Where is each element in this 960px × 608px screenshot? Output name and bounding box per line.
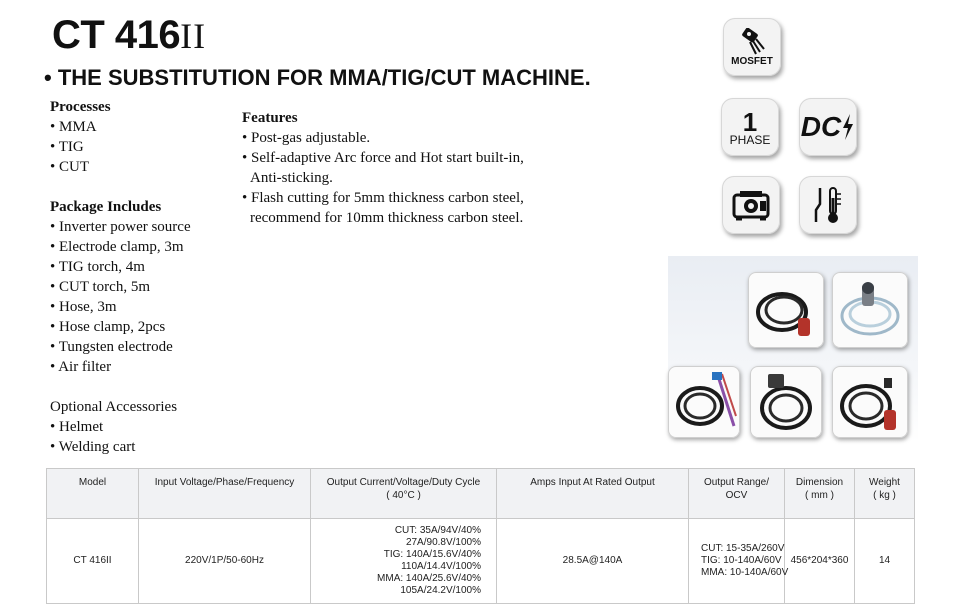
list-item: • Welding cart: [50, 439, 136, 455]
list-item: • Inverter power source: [50, 219, 191, 235]
processes-section: [50, 97, 111, 177]
column-header-input: Input Voltage/Phase/Frequency: [139, 469, 311, 519]
product-subtitle: • THE SUBSTITUTION FOR MMA/TIG/CUT MACHINE.: [44, 65, 591, 90]
dc-badge: [799, 98, 857, 156]
product-title: [52, 10, 206, 61]
list-item: • CUT torch, 5m: [50, 279, 150, 295]
cell-range: CUT: 15-35A/260V TIG: 10-140A/60V MMA: 10-140A/60V: [689, 519, 785, 604]
package-section: [50, 197, 191, 377]
lightning-icon: [841, 113, 855, 141]
list-item: • TIG torch, 4m: [50, 259, 145, 275]
list-item: • Hose, 3m: [50, 299, 117, 315]
mosfet-badge: [723, 18, 781, 76]
processes-heading: Processes: [50, 99, 111, 115]
transistor-icon: [737, 28, 767, 56]
list-item: • CUT: [50, 159, 90, 175]
optional-section: [50, 397, 177, 457]
phase-label: PHASE: [729, 132, 771, 147]
column-header-dimension: Dimension ( mm ): [785, 469, 855, 519]
list-item: • Air filter: [50, 359, 112, 375]
thermal-protection-badge: [799, 176, 857, 234]
table-row: [47, 519, 915, 604]
tig-torch-photo: [668, 366, 740, 438]
cell-weight: 14: [855, 519, 915, 604]
feature-line: • Self-adaptive Arc force and Hot start built-in,: [242, 150, 524, 166]
dc-label: DC: [800, 111, 842, 142]
cell-dimension: 456*204*360: [785, 519, 855, 604]
list-item: • Tungsten electrode: [50, 339, 173, 355]
list-item: • MMA: [50, 119, 97, 135]
accessories-photo-panel: [668, 256, 918, 442]
column-header-model: Model: [47, 469, 139, 519]
list-item: • Helmet: [50, 419, 104, 435]
generator-icon: [730, 187, 772, 223]
features-heading: Features: [242, 110, 298, 126]
single-phase-badge: [721, 98, 779, 156]
optional-heading: Optional Accessories: [50, 399, 178, 415]
column-header-output: Output Current/Voltage/Duty Cycle ( 40°C ): [311, 469, 497, 519]
feature-line: • Flash cutting for 5mm thickness carbon steel,: [242, 190, 524, 206]
generator-badge: [722, 176, 780, 234]
cell-amps: 28.5A@140A: [497, 519, 689, 604]
phase-number: 1: [742, 106, 758, 137]
cell-input: 220V/1P/50-60Hz: [139, 519, 311, 604]
electrode-holder-photo: [832, 366, 908, 438]
list-item: • Hose clamp, 2pcs: [50, 319, 166, 335]
feature-line: • Post-gas adjustable.: [242, 130, 371, 146]
column-header-weight: Weight ( kg ): [855, 469, 915, 519]
earth-clamp-photo: [750, 366, 822, 438]
list-item: • TIG: [50, 139, 84, 155]
feature-line: recommend for 10mm thickness carbon steel.: [250, 210, 524, 226]
package-heading: Package Includes: [50, 199, 162, 215]
thermometer-icon: [810, 184, 846, 226]
mosfet-label: MOSFET: [731, 55, 773, 67]
product-title-main: CT 416: [52, 13, 181, 57]
air-filter-hose-photo: [832, 272, 908, 348]
spec-table: [46, 468, 915, 604]
features-section: [242, 108, 524, 228]
cell-model: CT 416II: [47, 519, 139, 604]
electrode-clamp-cable-photo: [748, 272, 824, 348]
column-header-range: Output Range/ OCV: [689, 469, 785, 519]
product-subtitle-text: THE SUBSTITUTION FOR MMA/TIG/CUT MACHINE.: [57, 65, 591, 90]
feature-line: Anti-sticking.: [250, 170, 333, 186]
product-title-suffix: II: [180, 16, 207, 56]
column-header-amps: Amps Input At Rated Output: [497, 469, 689, 519]
cell-output: CUT: 35A/94V/40% 27A/90.8V/100% TIG: 140A/15.6V/40% 110A/14.4V/100% MMA: 140A/25.6V/40% 105A/24.2V/100%: [311, 519, 497, 604]
table-header-row: [47, 469, 915, 519]
list-item: • Electrode clamp, 3m: [50, 239, 184, 255]
